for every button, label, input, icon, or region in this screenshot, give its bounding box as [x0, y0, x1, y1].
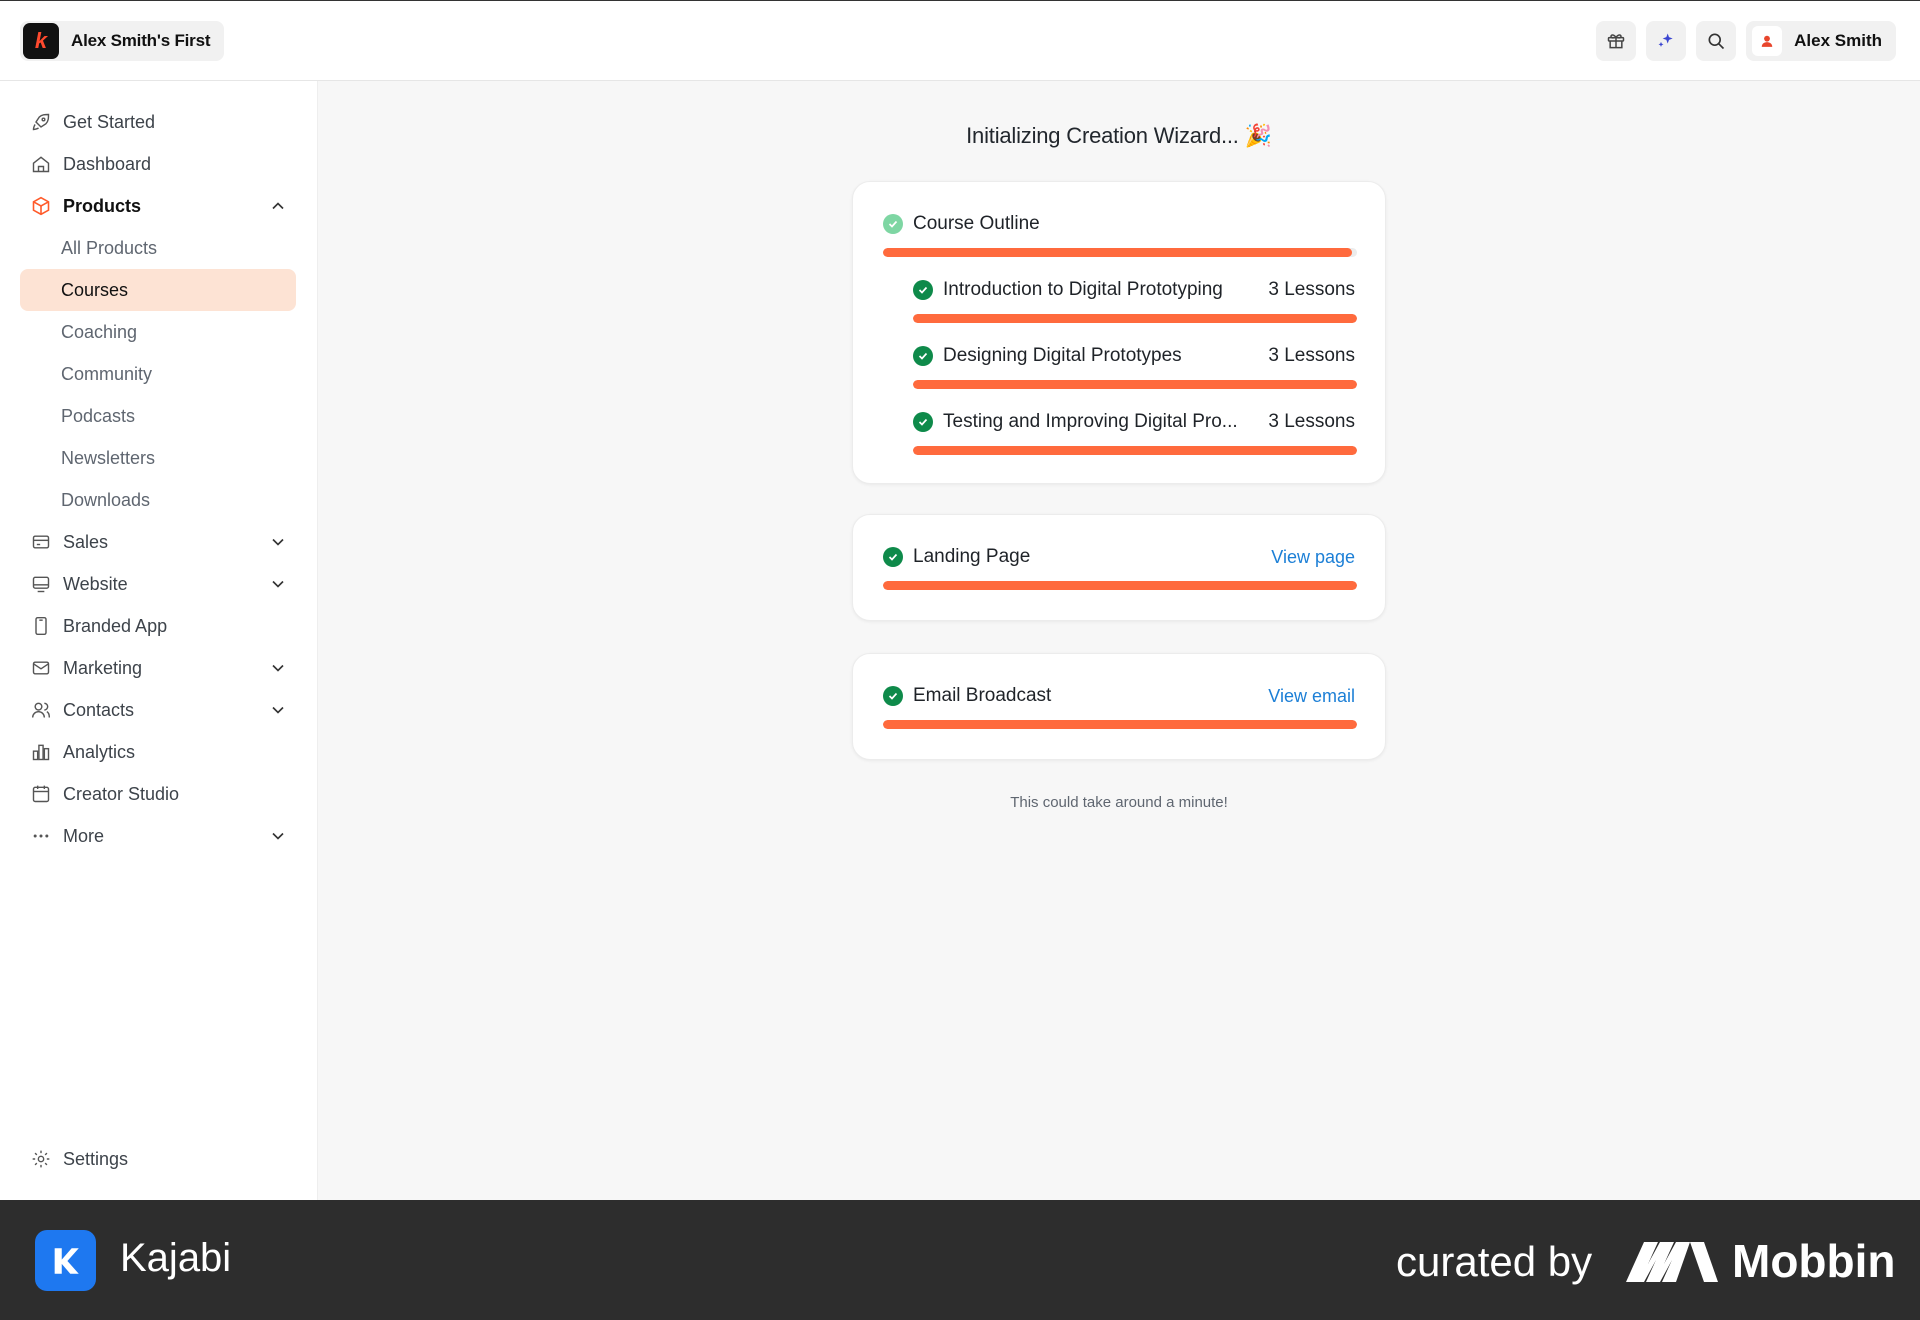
sidebar-item-label: Podcasts	[61, 405, 136, 426]
sidebar-item-all-products[interactable]	[20, 227, 296, 269]
sparkle-icon	[1656, 31, 1676, 51]
mail-icon	[30, 657, 52, 679]
sidebar-item-label: Settings	[63, 1148, 129, 1169]
search-icon	[1706, 31, 1726, 51]
chevron-down-icon[interactable]	[268, 532, 288, 552]
wait-note: This could take around a minute!	[1010, 794, 1228, 811]
sidebar-item-label: Website	[63, 573, 128, 594]
check-circle-icon	[913, 412, 933, 432]
kajabi-k-icon	[49, 1244, 83, 1278]
party-popper-icon: 🎉	[1244, 123, 1272, 148]
module-lesson-count: 3 Lessons	[1268, 411, 1355, 432]
chevron-up-icon[interactable]	[268, 196, 288, 216]
sidebar-item-coaching[interactable]	[20, 311, 296, 353]
gift-button[interactable]	[1596, 21, 1636, 61]
email-broadcast-label: Email Broadcast	[913, 685, 1052, 706]
check-circle-icon	[883, 547, 903, 567]
sidebar-item-community[interactable]	[20, 353, 296, 395]
module-row	[913, 345, 1182, 367]
kajabi-logo	[35, 1230, 96, 1291]
home-icon	[30, 153, 52, 175]
course-outline-progress	[883, 248, 1357, 257]
box-icon	[30, 195, 52, 217]
email-broadcast-header	[883, 685, 1051, 707]
check-circle-icon	[883, 214, 903, 234]
sidebar-item-courses[interactable]	[20, 269, 296, 311]
sidebar-item-podcasts[interactable]	[20, 395, 296, 437]
module-progress	[913, 380, 1357, 389]
calendar-icon	[30, 783, 52, 805]
sidebar-item-creator-studio[interactable]	[20, 773, 296, 815]
module-title: Designing Digital Prototypes	[943, 345, 1182, 366]
sidebar-item-website[interactable]	[20, 563, 296, 605]
sidebar-item-more[interactable]	[20, 815, 296, 857]
sidebar-item-label: Coaching	[61, 321, 138, 342]
sidebar-nav	[20, 101, 296, 857]
landing-page-header	[883, 546, 1030, 568]
sidebar-item-analytics[interactable]	[20, 731, 296, 773]
sidebar-item-label: All Products	[61, 237, 158, 258]
site-switcher[interactable]	[20, 21, 224, 61]
module-row	[913, 279, 1223, 301]
user-name: Alex Smith	[1794, 31, 1882, 50]
module-title: Testing and Improving Digital Pro...	[943, 411, 1238, 432]
rocket-icon	[30, 111, 52, 133]
sidebar-item-label: Analytics	[63, 741, 136, 762]
sidebar-footer	[20, 1138, 296, 1180]
chevron-down-icon[interactable]	[268, 574, 288, 594]
top-bar	[0, 0, 1920, 81]
sidebar-item-label: Community	[61, 363, 153, 384]
footer-brand: Kajabi	[120, 1236, 232, 1280]
view-page-link[interactable]: View page	[1271, 547, 1355, 567]
sidebar-item-label: Contacts	[63, 699, 135, 720]
module-progress	[913, 314, 1357, 323]
sidebar-item-label: Sales	[63, 531, 109, 552]
sidebar-item-dashboard[interactable]	[20, 143, 296, 185]
view-email-link[interactable]: View email	[1268, 686, 1355, 706]
user-avatar	[1752, 26, 1782, 56]
sidebar-item-sales[interactable]	[20, 521, 296, 563]
landing-page-label: Landing Page	[913, 546, 1031, 567]
user-icon	[1760, 34, 1774, 48]
footer-curator: Mobbin	[1732, 1235, 1896, 1287]
bar-chart-icon	[30, 741, 52, 763]
user-menu-button[interactable]	[1746, 21, 1896, 61]
sidebar-item-contacts[interactable]	[20, 689, 296, 731]
sidebar-item-newsletters[interactable]	[20, 437, 296, 479]
check-circle-icon	[883, 686, 903, 706]
sidebar-item-settings[interactable]	[20, 1138, 296, 1180]
sidebar-item-label: Get Started	[63, 111, 156, 132]
chevron-down-icon[interactable]	[268, 826, 288, 846]
sidebar-item-branded-app[interactable]	[20, 605, 296, 647]
course-outline-card	[852, 181, 1386, 484]
course-outline-header	[883, 213, 1040, 235]
email-broadcast-progress	[883, 720, 1357, 729]
email-broadcast-card	[852, 653, 1386, 760]
top-actions	[1596, 21, 1896, 61]
search-button[interactable]	[1696, 21, 1736, 61]
more-icon	[30, 825, 52, 847]
mobbin-logo-icon	[1626, 1238, 1718, 1282]
sidebar-item-get-started[interactable]	[20, 101, 296, 143]
module-title: Introduction to Digital Prototyping	[943, 279, 1223, 300]
module-lesson-count: 3 Lessons	[1268, 345, 1355, 366]
sidebar-item-label: Creator Studio	[63, 783, 180, 804]
module-lesson-count: 3 Lessons	[1268, 279, 1355, 300]
ai-assist-button[interactable]	[1646, 21, 1686, 61]
landing-page-progress	[883, 581, 1357, 590]
kajabi-site-logo: k	[23, 23, 59, 59]
sidebar-item-label: Dashboard	[63, 153, 152, 174]
course-outline-label: Course Outline	[913, 213, 1040, 234]
module-row	[913, 411, 1238, 433]
check-circle-icon	[913, 280, 933, 300]
gear-icon	[30, 1148, 52, 1170]
landing-page-card	[852, 514, 1386, 621]
sidebar-item-label: Products	[63, 195, 142, 216]
monitor-icon	[30, 573, 52, 595]
curated-by-text: curated by	[1396, 1238, 1593, 1285]
sidebar-item-label: Newsletters	[61, 447, 156, 468]
main-content	[318, 81, 1920, 1200]
chevron-down-icon[interactable]	[268, 658, 288, 678]
wizard-title-text: Initializing Creation Wizard...	[966, 123, 1239, 148]
site-name: Alex Smith's First	[71, 31, 211, 50]
chevron-down-icon[interactable]	[268, 700, 288, 720]
sidebar-item-marketing[interactable]	[20, 647, 296, 689]
wizard-title	[318, 123, 1920, 149]
users-icon	[30, 699, 52, 721]
sidebar-item-label: Downloads	[61, 489, 151, 510]
sidebar-item-label: More	[63, 825, 105, 846]
sidebar-item-label: Branded App	[63, 615, 168, 636]
sidebar-item-downloads[interactable]	[20, 479, 296, 521]
gift-icon	[1606, 31, 1626, 51]
sidebar	[0, 81, 318, 1200]
check-circle-icon	[913, 346, 933, 366]
card-icon	[30, 531, 52, 553]
phone-icon	[30, 615, 52, 637]
sidebar-item-label: Marketing	[63, 657, 143, 678]
footer-banner	[0, 1200, 1920, 1320]
sidebar-item-label: Courses	[61, 279, 129, 300]
sidebar-item-products[interactable]	[20, 185, 296, 227]
module-progress	[913, 446, 1357, 455]
